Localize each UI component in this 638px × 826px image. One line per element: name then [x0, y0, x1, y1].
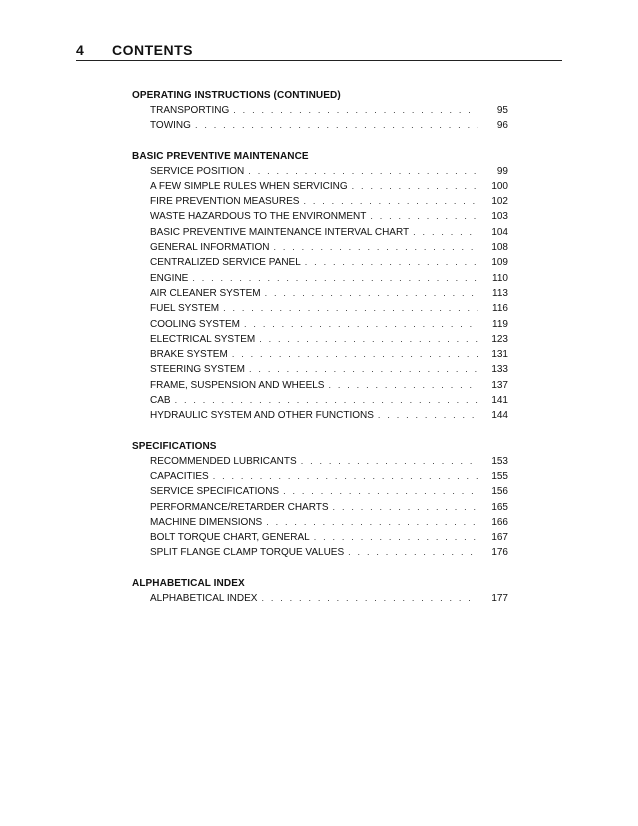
entry-label: COOLING SYSTEM: [150, 318, 241, 330]
toc-entry[interactable]: [132, 500, 508, 515]
entry-page-number: 137: [491, 379, 508, 391]
entry-page-number: 96: [496, 120, 508, 132]
toc-entry[interactable]: [132, 179, 508, 194]
entry-label: SPLIT FLANGE CLAMP TORQUE VALUES: [150, 547, 345, 559]
entry-label: AIR CLEANER SYSTEM: [150, 287, 261, 299]
toc-entry[interactable]: [132, 378, 508, 393]
dot-leader: [413, 225, 478, 240]
entry-label: WASTE HAZARDOUS TO THE ENVIRONMENT: [150, 211, 367, 223]
entry-label: FUEL SYSTEM: [150, 303, 220, 315]
dot-leader: [192, 271, 478, 286]
toc-entry[interactable]: [132, 194, 508, 209]
toc-entry[interactable]: [132, 362, 508, 377]
entry-label: SERVICE SPECIFICATIONS: [150, 486, 280, 498]
toc-entry[interactable]: [132, 530, 508, 545]
entry-label: PERFORMANCE/RETARDER CHARTS: [150, 501, 329, 513]
entry-label: RECOMMENDED LUBRICANTS: [150, 455, 297, 467]
entry-label: ENGINE: [150, 272, 189, 284]
toc-entry[interactable]: [132, 209, 508, 224]
entry-page-number: 116: [492, 303, 508, 315]
toc-entry[interactable]: [132, 332, 508, 347]
entry-page-number: 131: [491, 349, 508, 361]
entry-page-number: 109: [491, 257, 508, 269]
toc-entry[interactable]: [132, 118, 508, 133]
dot-leader: [265, 286, 478, 301]
entry-label: STEERING SYSTEM: [150, 364, 246, 376]
dot-leader: [305, 255, 478, 270]
dot-leader: [195, 118, 478, 133]
entry-label: MACHINE DIMENSIONS: [150, 516, 263, 528]
toc-entry[interactable]: [132, 240, 508, 255]
toc-entry[interactable]: [132, 164, 508, 179]
entry-page-number: 176: [491, 547, 508, 559]
toc-entry[interactable]: [132, 454, 508, 469]
entry-label: SERVICE POSITION: [150, 165, 245, 177]
entry-label: FRAME, SUSPENSION AND WHEELS: [150, 379, 325, 391]
entry-page-number: 141: [491, 395, 508, 407]
toc-entry[interactable]: [132, 347, 508, 362]
dot-leader: [213, 469, 478, 484]
dot-leader: [348, 545, 478, 560]
entry-page-number: 166: [491, 516, 508, 528]
entry-page-number: 102: [491, 196, 508, 208]
entry-label: ELECTRICAL SYSTEM: [150, 333, 256, 345]
toc-entry[interactable]: [132, 515, 508, 530]
toc-section: [132, 439, 508, 561]
entry-page-number: 100: [491, 180, 508, 192]
entry-page-number: 155: [491, 470, 508, 482]
toc-entry[interactable]: [132, 484, 508, 499]
dot-leader: [232, 347, 478, 362]
entry-page-number: 110: [492, 272, 508, 284]
entry-label: BRAKE SYSTEM: [150, 349, 228, 361]
page-title: CONTENTS: [112, 42, 193, 58]
dot-leader: [328, 378, 478, 393]
dot-leader: [273, 240, 478, 255]
dot-leader: [233, 103, 478, 118]
dot-leader: [266, 515, 478, 530]
dot-leader: [248, 164, 478, 179]
header-rule: [76, 60, 562, 61]
entry-page-number: 167: [491, 532, 508, 544]
entry-page-number: 104: [491, 226, 508, 238]
toc-entry[interactable]: [132, 271, 508, 286]
toc-entry[interactable]: [132, 393, 508, 408]
page-number: 4: [76, 42, 84, 58]
entry-page-number: 144: [491, 410, 508, 422]
toc-entry[interactable]: [132, 286, 508, 301]
entry-label: TOWING: [150, 120, 191, 132]
entry-page-number: 153: [491, 455, 508, 467]
entry-label: BOLT TORQUE CHART, GENERAL: [150, 532, 310, 544]
toc-entry[interactable]: [132, 545, 508, 560]
dot-leader: [283, 484, 478, 499]
entry-page-number: 103: [491, 211, 508, 223]
toc-entry[interactable]: [132, 317, 508, 332]
dot-leader: [249, 362, 478, 377]
entry-page-number: 119: [492, 318, 508, 330]
toc-entry[interactable]: [132, 225, 508, 240]
toc-entry[interactable]: [132, 408, 508, 423]
toc-entry[interactable]: [132, 591, 508, 606]
dot-leader: [175, 393, 478, 408]
entry-label: HYDRAULIC SYSTEM AND OTHER FUNCTIONS: [150, 410, 374, 422]
table-of-contents: [132, 88, 508, 621]
section-title: ALPHABETICAL INDEX: [132, 577, 245, 589]
entry-page-number: 108: [491, 242, 508, 254]
entry-label: GENERAL INFORMATION: [150, 242, 270, 254]
section-title: SPECIFICATIONS: [132, 440, 217, 452]
dot-leader: [314, 530, 478, 545]
dot-leader: [378, 408, 478, 423]
entry-label: CAPACITIES: [150, 470, 209, 482]
section-title: BASIC PREVENTIVE MAINTENANCE: [132, 150, 309, 162]
entry-label: A FEW SIMPLE RULES WHEN SERVICING: [150, 180, 348, 192]
entry-page-number: 123: [491, 333, 508, 345]
entry-page-number: 165: [491, 501, 508, 513]
dot-leader: [333, 500, 478, 515]
entry-page-number: 156: [491, 486, 508, 498]
dot-leader: [259, 332, 478, 347]
entry-page-number: 177: [491, 592, 508, 604]
toc-section: [132, 576, 508, 606]
entry-page-number: 95: [496, 105, 508, 116]
section-title: OPERATING INSTRUCTIONS (CONTINUED): [132, 90, 341, 101]
dot-leader: [303, 194, 478, 209]
dot-leader: [370, 209, 478, 224]
dot-leader: [301, 454, 478, 469]
entry-label: CAB: [150, 395, 171, 407]
toc-section: [132, 88, 508, 134]
entry-label: ALPHABETICAL INDEX: [150, 592, 258, 604]
toc-entry[interactable]: [132, 301, 508, 316]
entry-label: CENTRALIZED SERVICE PANEL: [150, 257, 301, 269]
page-header: [76, 42, 562, 62]
entry-page-number: 133: [491, 364, 508, 376]
toc-entry[interactable]: [132, 255, 508, 270]
toc-entry[interactable]: [132, 103, 508, 118]
dot-leader: [261, 591, 478, 606]
entry-page-number: 99: [496, 165, 508, 177]
toc-entry[interactable]: [132, 469, 508, 484]
toc-section: [132, 149, 508, 424]
entry-label: FIRE PREVENTION MEASURES: [150, 196, 300, 208]
dot-leader: [223, 301, 478, 316]
dot-leader: [244, 317, 478, 332]
entry-label: TRANSPORTING: [150, 105, 230, 116]
entry-label: BASIC PREVENTIVE MAINTENANCE INTERVAL CHART: [150, 226, 410, 238]
dot-leader: [352, 179, 478, 194]
entry-page-number: 113: [492, 287, 508, 299]
